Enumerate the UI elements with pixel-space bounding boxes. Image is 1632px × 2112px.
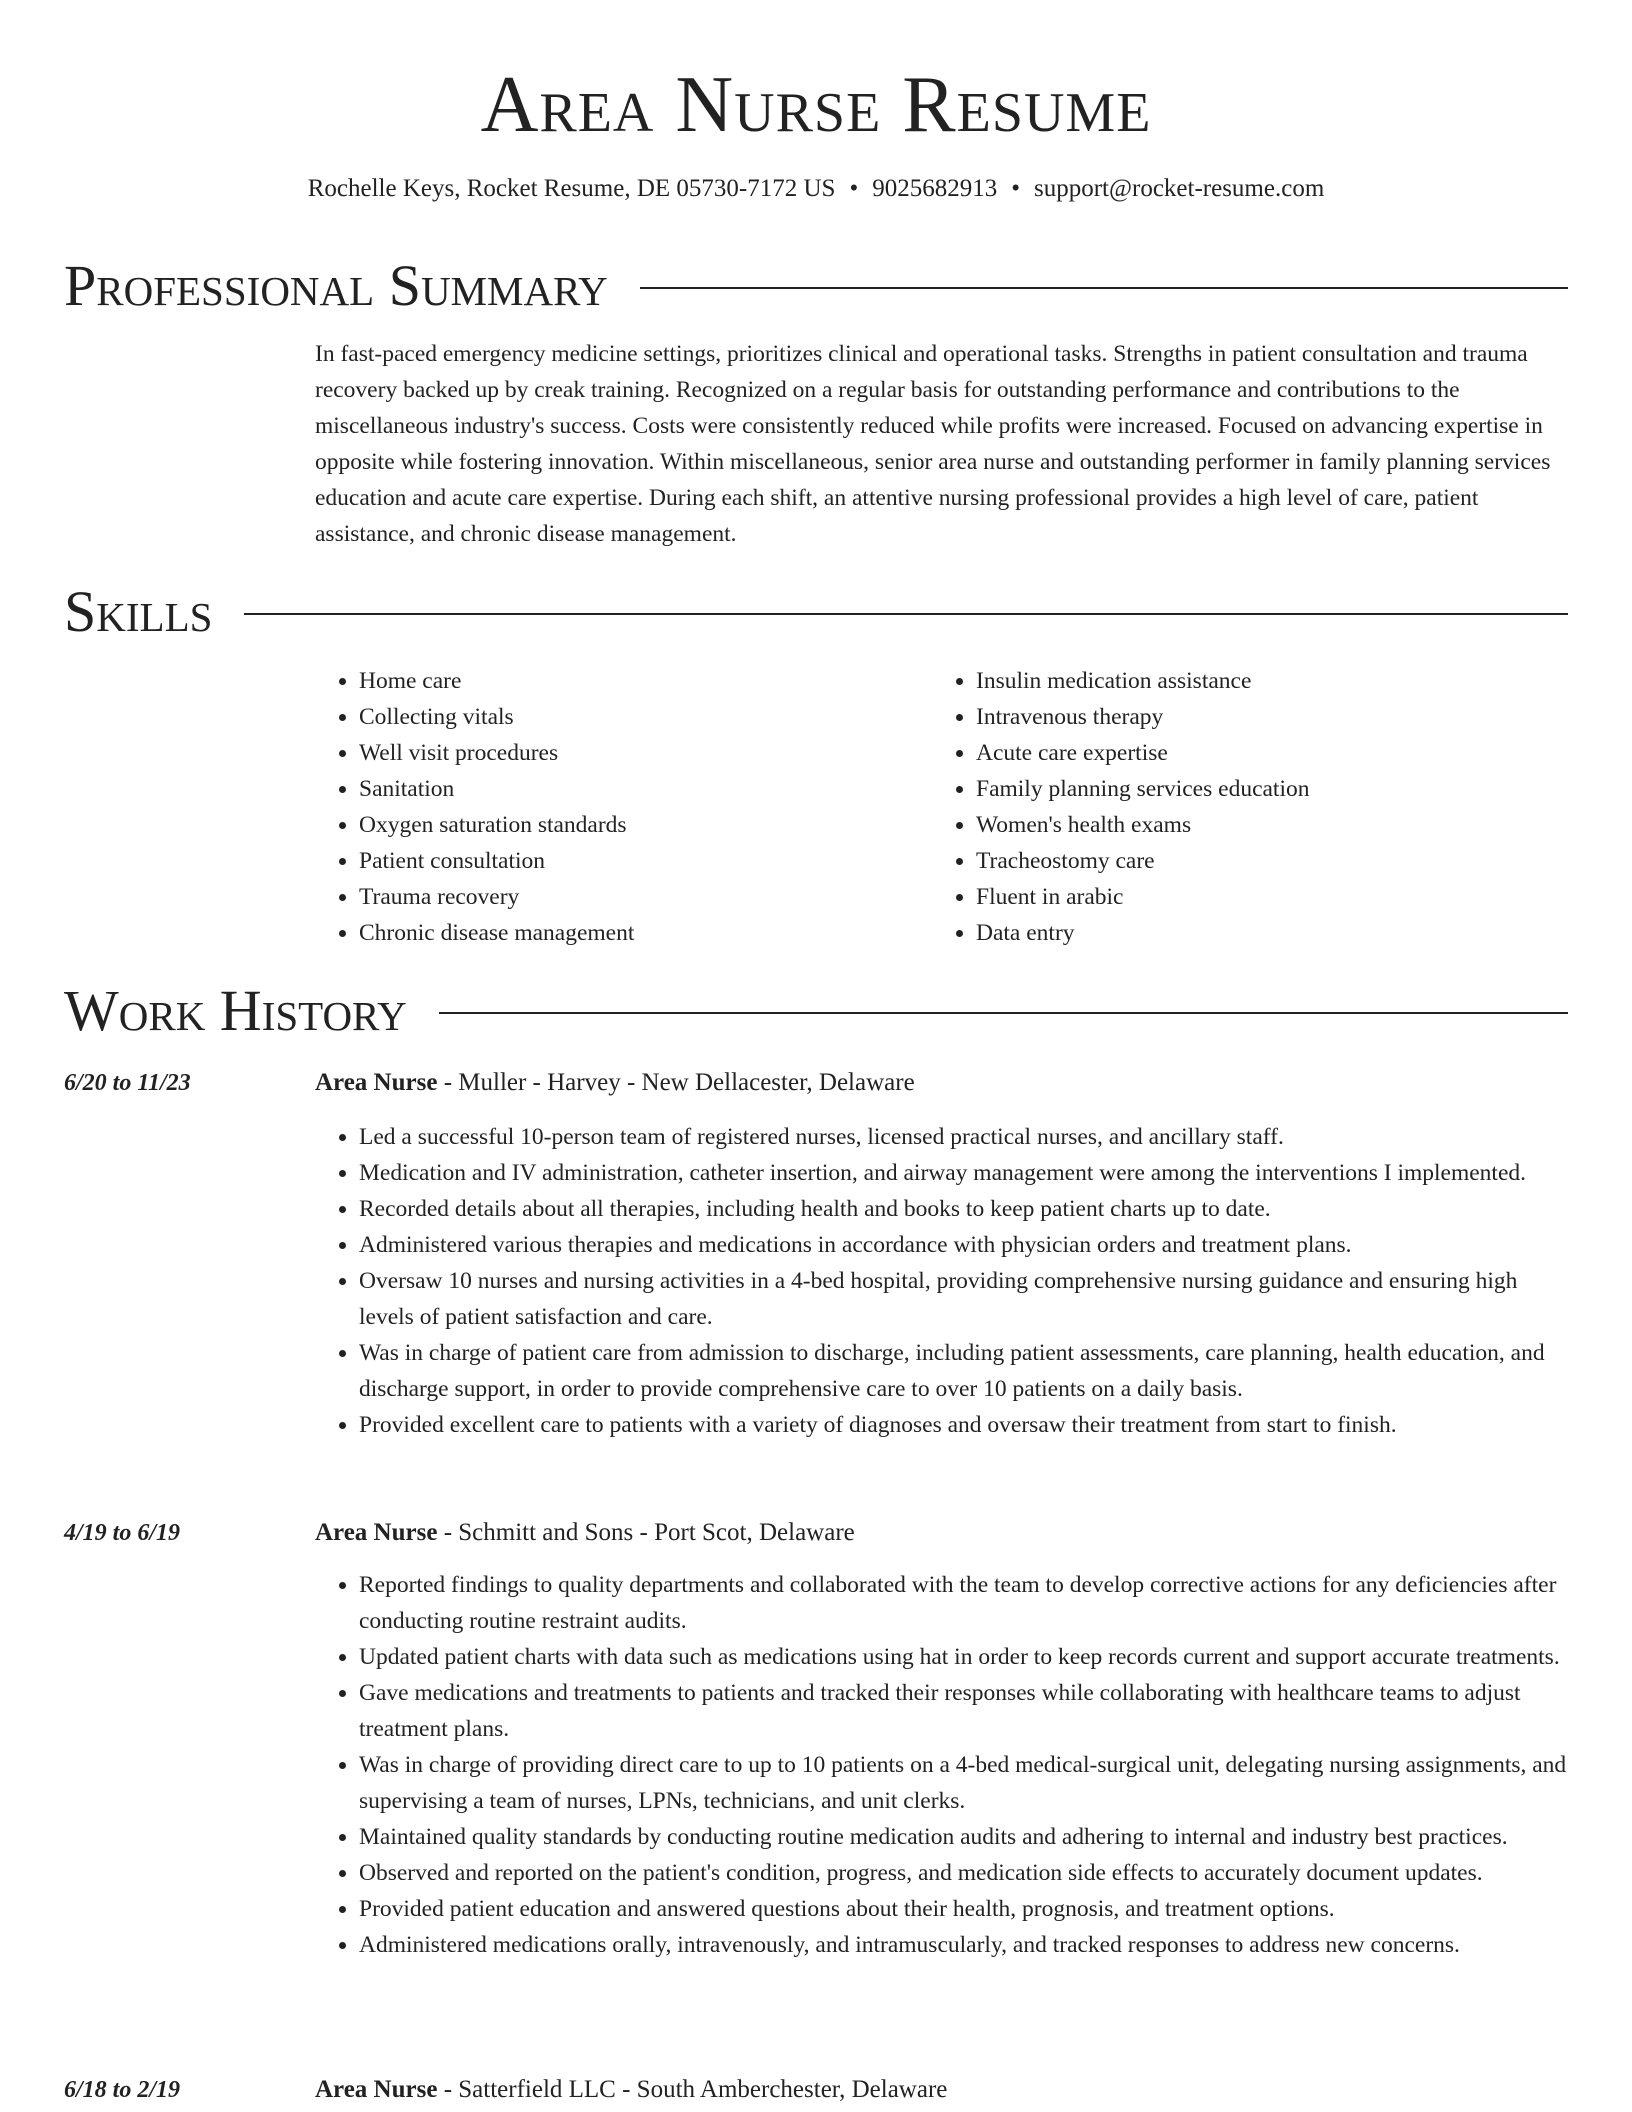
contact-separator: •	[1011, 175, 1020, 202]
job-employer: - Muller - Harvey - New Dellacester, Delaware	[437, 1069, 915, 1096]
contact-line	[64, 172, 1568, 206]
job-bullets	[315, 1567, 1568, 1963]
skill-item: • Tracheostomy care	[976, 843, 1549, 879]
skill-item: • Sanitation	[359, 771, 932, 807]
skill-item: • Insulin medication assistance	[976, 663, 1549, 699]
job-dates: 6/20 to 11/23	[64, 1070, 191, 1096]
job-bullet: • Led a successful 10-person team of registered nurses, licensed practical nurses, and ancillary staff.	[359, 1119, 1568, 1155]
skill-item: • Trauma recovery	[359, 879, 932, 915]
skill-item: • Women's health exams	[976, 807, 1549, 843]
summary-heading: Professional Summary	[64, 253, 608, 318]
job-header	[315, 1065, 915, 1101]
job-bullet: • Was in charge of patient care from admission to discharge, including patient assessments, care planning, health education, and discharge support, in order to provide comprehensive care to over 10 patients on a daily basis.	[359, 1335, 1568, 1407]
skill-item: • Fluent in arabic	[976, 879, 1549, 915]
job-bullet: • Medication and IV administration, catheter insertion, and airway management were among the interventions I implemented.	[359, 1155, 1568, 1191]
skill-item: • Home care	[359, 663, 932, 699]
skills-section-header	[64, 580, 1568, 644]
job-bullets	[315, 1119, 1568, 1443]
resume-title: Area Nurse Resume	[480, 61, 1152, 149]
summary-section-header	[64, 254, 1568, 318]
skills-body	[315, 663, 1568, 951]
resume-page	[64, 0, 1568, 2103]
job-bullet: • Observed and reported on the patient's condition, progress, and medication side effects to accurately document updates.	[359, 1855, 1568, 1891]
summary-body	[315, 336, 1568, 552]
job-employer: - Schmitt and Sons - Port Scot, Delaware	[437, 1519, 855, 1546]
job-bullet: • Provided excellent care to patients with a variety of diagnoses and oversaw their treatment from start to finish.	[359, 1407, 1568, 1443]
contact-email: support@rocket-resume.com	[1033, 175, 1325, 202]
job-role: Area Nurse	[315, 1069, 438, 1096]
job-bullet: • Reported findings to quality departments and collaborated with the team to develop corrective actions for any deficiencies after conducting routine restraint audits.	[359, 1567, 1568, 1639]
job-header	[315, 2072, 947, 2108]
skill-item: • Collecting vitals	[359, 699, 932, 735]
summary-text: In fast-paced emergency medicine settings, prioritizes clinical and operational tasks. Strengths in patient consultation and trauma recovery backed up by creak training. Recognized on a regular basis for outstanding performance and contributions to the miscellaneous industry's success. Costs were consistently reduced while profits were increased. Focused on advancing expertise in opposite while fostering innovation. Within miscellaneous, senior area nurse and outstanding performer in family planning services education and acute care expertise. During each shift, an attentive nursing professional provides a high level of care, patient assistance, and chronic disease management.	[315, 341, 1551, 547]
skill-item: • Oxygen saturation standards	[359, 807, 932, 843]
skills-list-right	[932, 663, 1549, 951]
skill-item: • Data entry	[976, 915, 1549, 951]
skills-list-left	[315, 663, 932, 951]
job-bullet: • Oversaw 10 nurses and nursing activities in a 4-bed hospital, providing comprehensive nursing guidance and ensuring high levels of patient satisfaction and care.	[359, 1263, 1568, 1335]
job-employer: - Satterfield LLC - South Amberchester, Delaware	[437, 2076, 948, 2103]
skill-item: • Intravenous therapy	[976, 699, 1549, 735]
job-role: Area Nurse	[315, 2076, 438, 2103]
job-bullet: • Maintained quality standards by conducting routine medication audits and adhering to internal and industry best practices.	[359, 1819, 1568, 1855]
job-bullet: • Provided patient education and answered questions about their health, prognosis, and treatment options.	[359, 1891, 1568, 1927]
contact-separator: •	[849, 175, 859, 202]
job-bullet: • Recorded details about all therapies, including health and books to keep patient charts up to date.	[359, 1191, 1568, 1227]
job-role: Area Nurse	[315, 1519, 438, 1546]
contact-phone: 9025682913	[872, 175, 998, 202]
job-bullet: • Administered various therapies and medications in accordance with physician orders and treatment plans.	[359, 1227, 1568, 1263]
section-divider	[244, 613, 1568, 615]
work-history-section-header	[64, 979, 1568, 1043]
skill-item: • Well visit procedures	[359, 735, 932, 771]
job-bullet: • Administered medications orally, intravenously, and intramuscularly, and tracked responses to address new concerns.	[359, 1927, 1568, 1963]
skill-item: • Chronic disease management	[359, 915, 932, 951]
job-bullet: • Was in charge of providing direct care to up to 10 patients on a 4-bed medical-surgical unit, delegating nursing assignments, and supervising a team of nurses, LPNs, technicians, and unit clerks.	[359, 1747, 1568, 1819]
job-dates: 6/18 to 2/19	[64, 2077, 181, 2103]
job-header	[315, 1515, 855, 1551]
job-dates: 4/19 to 6/19	[64, 1520, 181, 1546]
section-divider	[439, 1012, 1568, 1014]
skills-heading: Skills	[64, 579, 213, 644]
job-bullet: • Updated patient charts with data such as medications using hat in order to keep records current and support accurate treatments.	[359, 1639, 1568, 1675]
skill-item: • Family planning services education	[976, 771, 1549, 807]
section-divider	[640, 287, 1568, 289]
job-bullet: • Gave medications and treatments to patients and tracked their responses while collaborating with healthcare teams to adjust treatment plans.	[359, 1675, 1568, 1747]
skill-item: • Patient consultation	[359, 843, 932, 879]
skill-item: • Acute care expertise	[976, 735, 1549, 771]
contact-address: Rochelle Keys, Rocket Resume, DE 05730-7172 US	[307, 175, 836, 202]
work-history-heading: Work History	[64, 978, 407, 1043]
